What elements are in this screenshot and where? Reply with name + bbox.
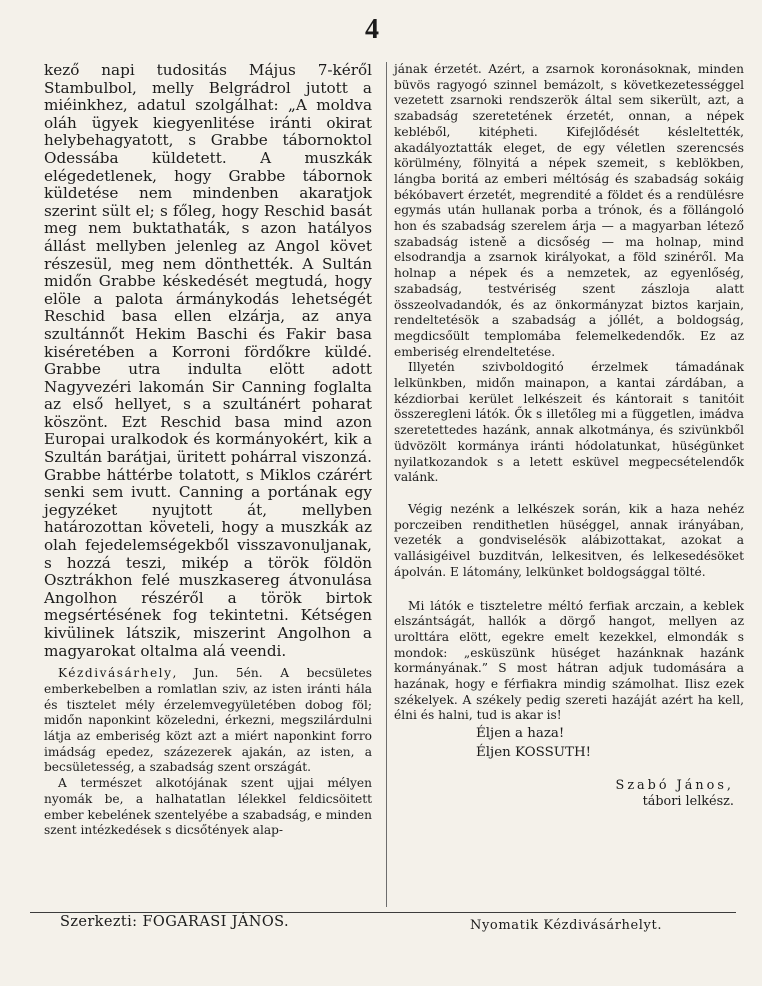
eljen-haza: Éljen a haza!	[476, 726, 565, 742]
oath-paragraph: Mi látók e tiszteletre méltó ferfiak arczain, a keblek elszántságát, hallók a dörgő hangot, mellyen az urolttára elött, egekre emelt kezekkel, elmondák s mondok: „esküszünk hüséget hazánknak hazánk kormányának.” S most hátran adjuk tudomására a hazának, hogy e férfiakra mindig számolhat. Ilisz ezek székelyek. A székely pedig szereti hazáját azért ha kell, élni és halni, tud is akar is!	[394, 598, 744, 723]
right-column	[394, 62, 744, 810]
stambul-report-paragraph: kező napi tudositás Május 7-kéről Stambulbol, melly Belgrádrol jutott a miéinkhez, adatul szolgálhat: „A moldva oláh ügyek kiegyenlitése iránti okirat helybehagyatott, s Grabbe tábornoktol Odessába küldetett. A muszkák elégedetlenek, hogy Grabbe tábornok küldetése nem mindenben akaratjok szerint sült el; s főleg, hogy Reschid basát meg nem buktathaták, s azon hatályos állást mellyben jelenleg az Angol követ részesül, meg nem dönthették. A Sultán midőn Grabbe késkedését megtudá, hogy elöle a palota ármánykodás lehetségét Reschid basa ellen elzárja, az anya szultánnőt Hekim Baschi és Fakir basa kiséretében a Korroni fördőkre küldé. Grabbe utra indulta elött adott Nagyvezéri lakomán Sir Canning foglalta az első hellyet, s a szultánért poharat köszönt. Ezt Reschid basa mind azon Europai uralkodok és kormányokért, kik a Szultán barátjai, üritett pohárral viszonzá. Grabbe háttérbe tolatott, s Miklos czárért senki sem ivutt. Canning a portának egy jegyzéket nyujtott át, mellyben határozottan követeli, hogy a muszkák az olah fejedelemségekből visszavonuljanak, s hozzá teszi, mikép a török földön Osztrákhon felé muszkasereg átvonulása Angolhon részéről a török birtok megsértésének fog tekintetni. Kétségen kivülinek látszik, miszerint Angolhon a magyarokat oltalma alá veendi.	[44, 61, 372, 660]
column-divider	[386, 62, 387, 907]
dateline-text: , Jun. 5én. A becsületes emberkebelben a romlatlan sziv, az isten iránti hála és tisztelet mély érzelemvegyületében dobog föl; midőn naponkint közeledni, érkezni, megszilárdulni látja az emberiség közt azt a miért naponkint forro imádság epedez, százezerek ajakán, az isten, a becsületesség, a szabadság szent országát.	[44, 666, 372, 775]
freedom-paragraph: jának érzetét. Azért, a zsarnok koronásoknak, minden büvös ragyogó szinnel bemázolt, s következetességgel vezetett zsarnoki rendszerök által sem sikerült, azt, a szabadság szeretetének érzetét, onnan, a népek kebléből, kitépheti. Kifejlődését késleltették, akadályoztatták eleget, de egy véletlen szerencsés körülmény, fölnyitá a népek szemeit, s keblökben, lángba boritá az emberi méltóság és szabadság sokáig békóbavert érzetét, megrendité a földet és a rendülésre egymás után hullanak porba a trónok, és a föllángoló hon és szabadság szerelem árja — a magyarban létező szabadság isteně a dicsőség — ma holnap, mind elsodrandja a zsarnok királyokat, a föld szinéről. Ma holnap a népek és a nemzetek, az egyenlőség, szabadság, testvériség szent zászloja alatt összeolvadandók, és az önkormányzat biztos karjain, rendeltetésök a szabadság a jóllét, a boldogság, megdicsőült templomába felemelkedendők. Ez az emberiség elrendeltetése.	[394, 62, 744, 359]
nature-creator-paragraph: A természet alkotójának szent ujjai mélyen nyomák be, a halhatatlan lélekkel feldicsöitett ember kebelének szentelyébe a szabadság, e minden szent intézkedések s dicsőtények alap-	[44, 776, 372, 838]
page-number: 4	[365, 14, 379, 45]
footer-rule	[30, 912, 736, 913]
signature-title: tábori lelkész.	[642, 794, 734, 810]
left-column	[44, 62, 372, 839]
oath-gathering-paragraph: Illyetén szivboldogitó érzelmek támadának lelkünkben, midőn mainapon, a kantai zárdában, a kézdiorbai kerület lelkészeit és kántorait s tanitóit összeregleni látók. Ők s illetőleg mi a független, imádva szeretettedes hazánk, annak alkotmánya, és szivünkből üdvözölt kormánya iránti hódolatunkat, hüségünket nyilatkozandok s a letett esküvel megpecsételendők valánk.	[394, 360, 744, 485]
clergy-review-paragraph: Végig nezénk a lelkészek során, kik a haza nehéz porczeiben rendithetlen hüséggel, annak irányában, vezeték a gondviselésök alábizottakat, azokat a vallásigéivel buzditván, lelkesitven, és lelkesedésöket ápolván. E látomány, lelkünket boldogsággal tölté.	[394, 501, 744, 579]
editor-credit: Szerkezti: FOGARASI JÁNOS.	[60, 914, 289, 930]
printer-credit: Nyomatik Kézdivásárhelyt.	[470, 918, 663, 933]
dateline-place: Kézdivásárhely	[58, 666, 173, 681]
kezdivasarhely-paragraph	[44, 666, 372, 776]
eljen-kossuth: Éljen KOSSUTH!	[476, 745, 592, 761]
signature-name: Szabó János,	[615, 778, 734, 794]
